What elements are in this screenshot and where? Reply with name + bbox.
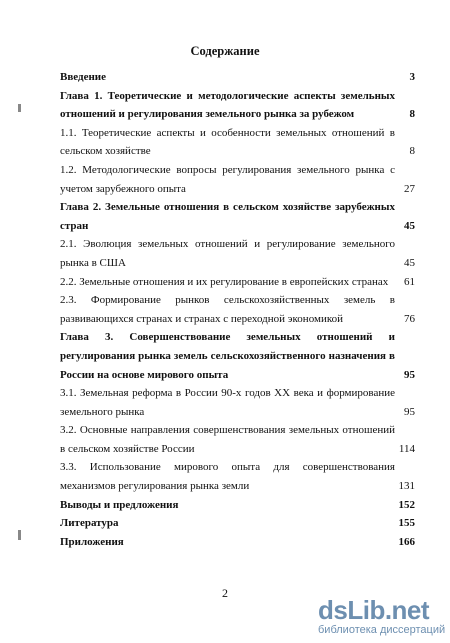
toc-entry-page: 45: [404, 219, 415, 232]
toc-entry-page: 8: [409, 145, 415, 158]
toc-entry-page: 114: [398, 442, 415, 455]
scan-mark: [18, 530, 21, 540]
toc-entry-title: [60, 514, 395, 533]
watermark-logo: [318, 596, 448, 638]
toc-entry-line: Приложения: [60, 535, 124, 548]
toc-entry-page: 27: [404, 182, 415, 195]
toc-entry-page: 76: [404, 312, 415, 325]
toc-entry-line: 2.3. Формирование рынков сельскохозяйственных земель в: [60, 294, 395, 307]
toc-entry: [60, 496, 415, 515]
toc-entry-title: [60, 68, 395, 87]
toc-entry: [60, 514, 415, 533]
toc-entry-title: [60, 496, 395, 515]
toc-entry-title: [60, 235, 395, 272]
page-title: Содержание: [190, 44, 260, 58]
toc-entry-line: 1.2. Методологические вопросы регулирования земельного рынка с: [60, 163, 395, 176]
toc-entry-page: 95: [404, 405, 415, 418]
watermark-brand: dsLib.net: [318, 595, 430, 625]
toc-entry-page: 8: [409, 108, 415, 121]
toc-entry-line: Выводы и предложения: [60, 498, 179, 511]
toc-entry-title: [60, 421, 395, 458]
toc-entry: [60, 87, 415, 124]
toc-entry: [60, 533, 415, 552]
toc-entry: [60, 384, 415, 421]
toc-entry-line: отношений и регулирования земельного рынка за рубежом: [60, 108, 355, 121]
scan-mark: [18, 104, 21, 112]
toc-entry-line: Глава 3. Совершенствование земельных отношений и: [60, 331, 395, 344]
toc-entry-title: [60, 273, 395, 292]
toc-entry-line: 3.1. Земельная реформа в России 90-х годов XX века и формирование: [60, 387, 395, 400]
watermark-subtitle: библиотека диссертаций: [318, 624, 446, 636]
toc-entry: [60, 291, 415, 328]
toc-entry: [60, 273, 415, 292]
toc-entry-line: Глава 1. Теоретические и методологические аспекты земельных: [60, 89, 395, 102]
toc-entry-line: 1.1. Теоретические аспекты и особенности земельных отношений в: [60, 126, 395, 139]
toc-entry-page: 166: [398, 535, 415, 548]
toc-entry-title: [60, 87, 395, 124]
toc-entry-line: 3.2. Основные направления совершенствования земельных отношений: [60, 424, 395, 437]
toc-entry-line: в сельском хозяйстве России: [60, 442, 195, 455]
toc-entry-line: развивающихся странах и странах с переходной экономикой: [60, 312, 344, 325]
toc-entry-title: [60, 533, 395, 552]
toc-entry-line: учетом зарубежного опыта: [60, 182, 186, 195]
toc-entry-line: рынка в США: [60, 256, 126, 269]
toc-entry: [60, 458, 415, 495]
toc-entry-line: 2.2. Земельные отношения и их регулирование в европейских странах: [60, 275, 389, 288]
toc-entry-page: 61: [404, 275, 415, 288]
toc-entry-line: 3.3. Использование мирового опыта для совершенствования: [60, 461, 395, 474]
toc-entry-page: 45: [404, 256, 415, 269]
toc-entry-page: 3: [409, 71, 415, 83]
toc-entry-title: [60, 384, 395, 421]
toc-entry-title: [60, 291, 395, 328]
toc-entry-line: России на основе мирового опыта: [60, 368, 229, 381]
page-number: 2: [222, 586, 228, 600]
toc-entry-title: [60, 198, 395, 235]
toc-entry-line: механизмов регулирования рынка земли: [60, 480, 250, 493]
toc-entry: [60, 328, 415, 384]
toc-entry: [60, 124, 415, 161]
toc-entry-line: 2.1. Эволюция земельных отношений и регулирование земельного: [60, 238, 395, 251]
toc-entry-title: [60, 161, 395, 198]
toc-entry-line: Глава 2. Земельные отношения в сельском хозяйстве зарубежных: [60, 201, 395, 214]
toc-entry-page: 152: [398, 498, 415, 511]
toc-entry-line: стран: [60, 219, 89, 232]
toc-entry: [60, 68, 415, 87]
toc-entry: [60, 421, 415, 458]
toc-entry-line: регулирования рынка земель сельскохозяйственного назначения в: [60, 349, 395, 362]
toc-entry: [60, 235, 415, 272]
toc-entry-title: [60, 458, 395, 495]
toc-entry-line: Введение: [60, 71, 107, 83]
toc-entry-line: Литература: [60, 517, 119, 530]
toc-entry-line: сельском хозяйстве: [60, 145, 151, 158]
toc-entry: [60, 198, 415, 235]
toc-entry-title: [60, 124, 395, 161]
toc-entry-page: 95: [404, 368, 415, 381]
toc-entry-title: [60, 328, 395, 384]
table-of-contents: [60, 68, 415, 551]
toc-entry-line: земельного рынка: [60, 405, 145, 418]
toc-entry-page: 131: [398, 480, 415, 493]
toc-entry: [60, 161, 415, 198]
toc-entry-page: 155: [398, 517, 415, 530]
